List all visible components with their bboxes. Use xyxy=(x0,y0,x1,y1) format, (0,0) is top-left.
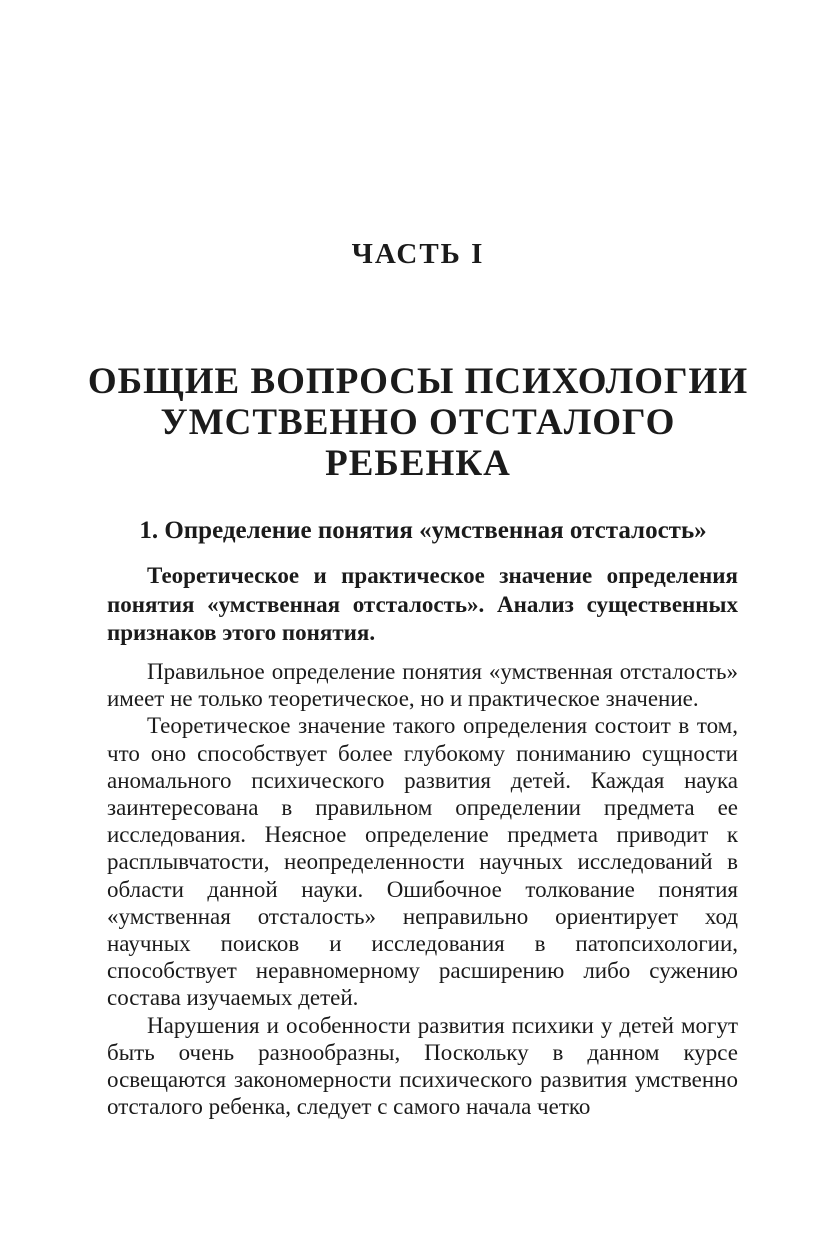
part-heading: ЧАСТЬ I xyxy=(351,238,485,270)
lead-paragraph: Теоретическое и практическое значение определения понятия «умственная отсталость». Анализ существенных признаков этого понятия. xyxy=(107,563,738,645)
chapter-title-line-3: РЕБЕНКА xyxy=(325,443,511,484)
chapter-title-line-1: ОБЩИЕ ВОПРОСЫ ПСИХОЛОГИИ xyxy=(87,361,749,402)
body-paragraph-3: Нарушения и особенности развития психики у детей могут быть очень разнообразны, Поскольку в данном курсе освещаются закономерности психического развития умственно отсталого ребенка, следует с самого начала четко xyxy=(107,1012,738,1120)
body-paragraph-1: Правильное определение понятия «умственная отсталость» имеет не только теоретическое, но и практическое значение. xyxy=(107,659,738,712)
chapter-title xyxy=(0,361,836,484)
body-text xyxy=(107,658,738,1120)
chapter-title-line-2: УМСТВЕННО ОТСТАЛОГО xyxy=(160,402,676,443)
body-paragraph-2: Теоретическое значение такого определения состоит в том, что оно способствует более глубокому пониманию сущности аномального психического развития детей. Каждая наука заинтересована в правильном определении предмета ее исследования. Неясное определение предмета приводит к расплывчатости, неопределенности научных исследований в области данной науки. Ошибочное толкование понятия «умственная отсталость» неправильно ориентирует ход научных поисков и исследования в патопсихологии, способствует неравномерному расширению либо сужению состава изучаемых детей. xyxy=(107,713,738,1011)
section-heading: 1. Определение понятия «умственная отсталость» xyxy=(139,517,707,544)
